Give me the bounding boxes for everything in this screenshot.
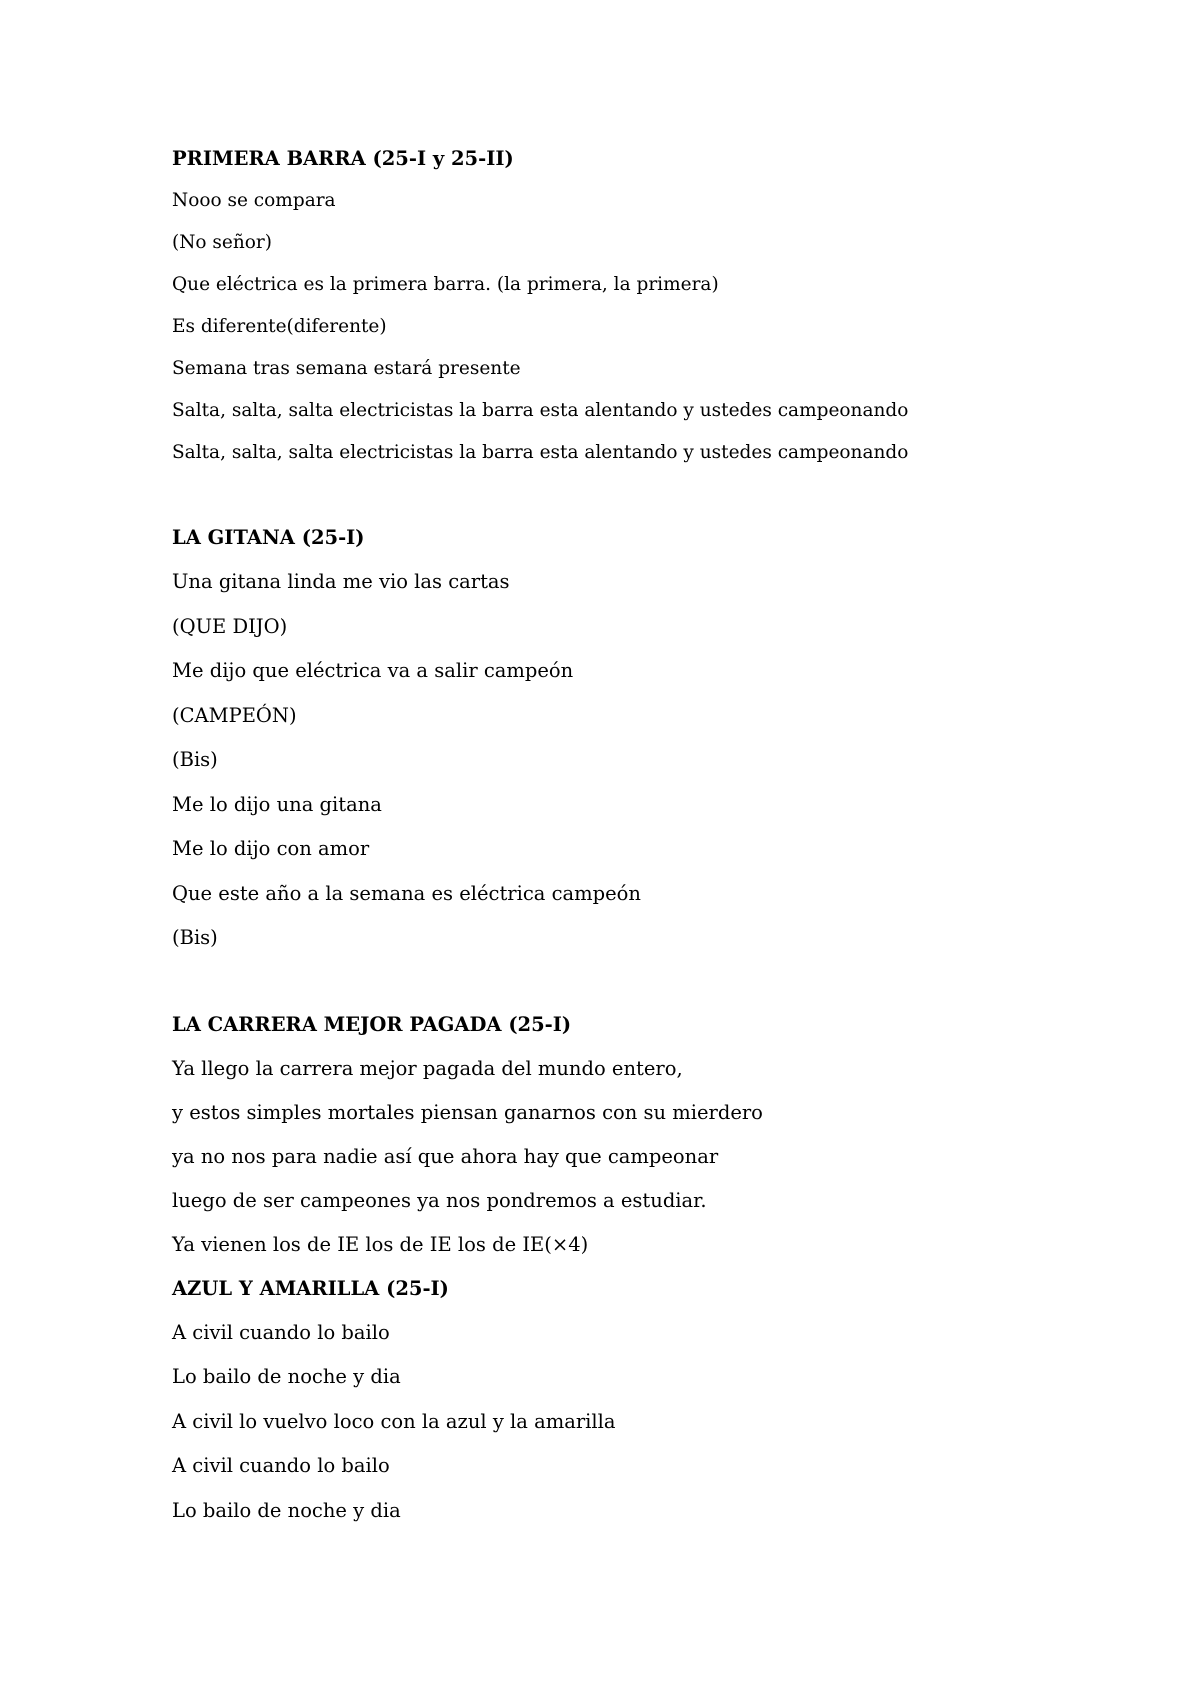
lyric-line: A civil cuando lo bailo bbox=[172, 1320, 390, 1344]
lyric-line: y estos simples mortales piensan ganarnos con su mierdero bbox=[172, 1100, 763, 1124]
lyric-line: A civil cuando lo bailo bbox=[172, 1454, 390, 1477]
song-la-carrera-mejor-pagada bbox=[172, 1003, 1132, 1267]
lyric-line: Ya llego la carrera mejor pagada del mundo entero, bbox=[172, 1056, 683, 1080]
lyric-line: (CAMPEÓN) bbox=[172, 703, 297, 727]
song-title: AZUL Y AMARILLA (25-I) bbox=[172, 1276, 449, 1300]
lyric-line: Nooo se compara bbox=[172, 190, 336, 211]
lyric-line: Ya vienen los de IE los de IE los de IE(×4) bbox=[172, 1232, 589, 1256]
lyric-line: (Bis) bbox=[172, 748, 218, 771]
lyric-line: Me dijo que eléctrica va a salir campeón bbox=[172, 659, 574, 682]
lyric-line: A civil lo vuelvo loco con la azul y la amarilla bbox=[172, 1409, 616, 1433]
song-azul-y-amarilla bbox=[172, 1267, 1132, 1534]
lyric-line: Semana tras semana estará presente bbox=[172, 358, 521, 379]
lyric-line: (QUE DIJO) bbox=[172, 614, 288, 638]
song-title: LA CARRERA MEJOR PAGADA (25-I) bbox=[172, 1012, 572, 1036]
song-la-gitana bbox=[172, 516, 1132, 961]
lyric-line: Me lo dijo con amor bbox=[172, 837, 370, 860]
lyric-line: luego de ser campeones ya nos pondremos a estudiar. bbox=[172, 1188, 707, 1212]
song-title: PRIMERA BARRA (25-I y 25-II) bbox=[172, 147, 514, 170]
lyric-line: Es diferente(diferente) bbox=[172, 316, 387, 337]
lyric-line: (Bis) bbox=[172, 926, 218, 949]
lyric-line: Me lo dijo una gitana bbox=[172, 792, 382, 816]
lyric-line: Una gitana linda me vio las cartas bbox=[172, 570, 510, 593]
lyric-line: Que este año a la semana es eléctrica campeón bbox=[172, 881, 641, 905]
song-title: LA GITANA (25-I) bbox=[172, 526, 365, 549]
song-primera-barra bbox=[172, 138, 1132, 474]
document-page bbox=[172, 138, 1132, 1533]
lyric-line: Salta, salta, salta electricistas la barra esta alentando y ustedes campeonando bbox=[172, 400, 909, 421]
lyric-line: Lo bailo de noche y dia bbox=[172, 1365, 401, 1388]
lyric-line: (No señor) bbox=[172, 232, 272, 253]
lyric-line: Salta, salta, salta electricistas la barra esta alentando y ustedes campeonando bbox=[172, 442, 909, 463]
lyric-line: Lo bailo de noche y dia bbox=[172, 1498, 401, 1522]
lyric-line: ya no nos para nadie así que ahora hay que campeonar bbox=[172, 1144, 719, 1168]
lyric-line: Que eléctrica es la primera barra. (la primera, la primera) bbox=[172, 274, 719, 295]
